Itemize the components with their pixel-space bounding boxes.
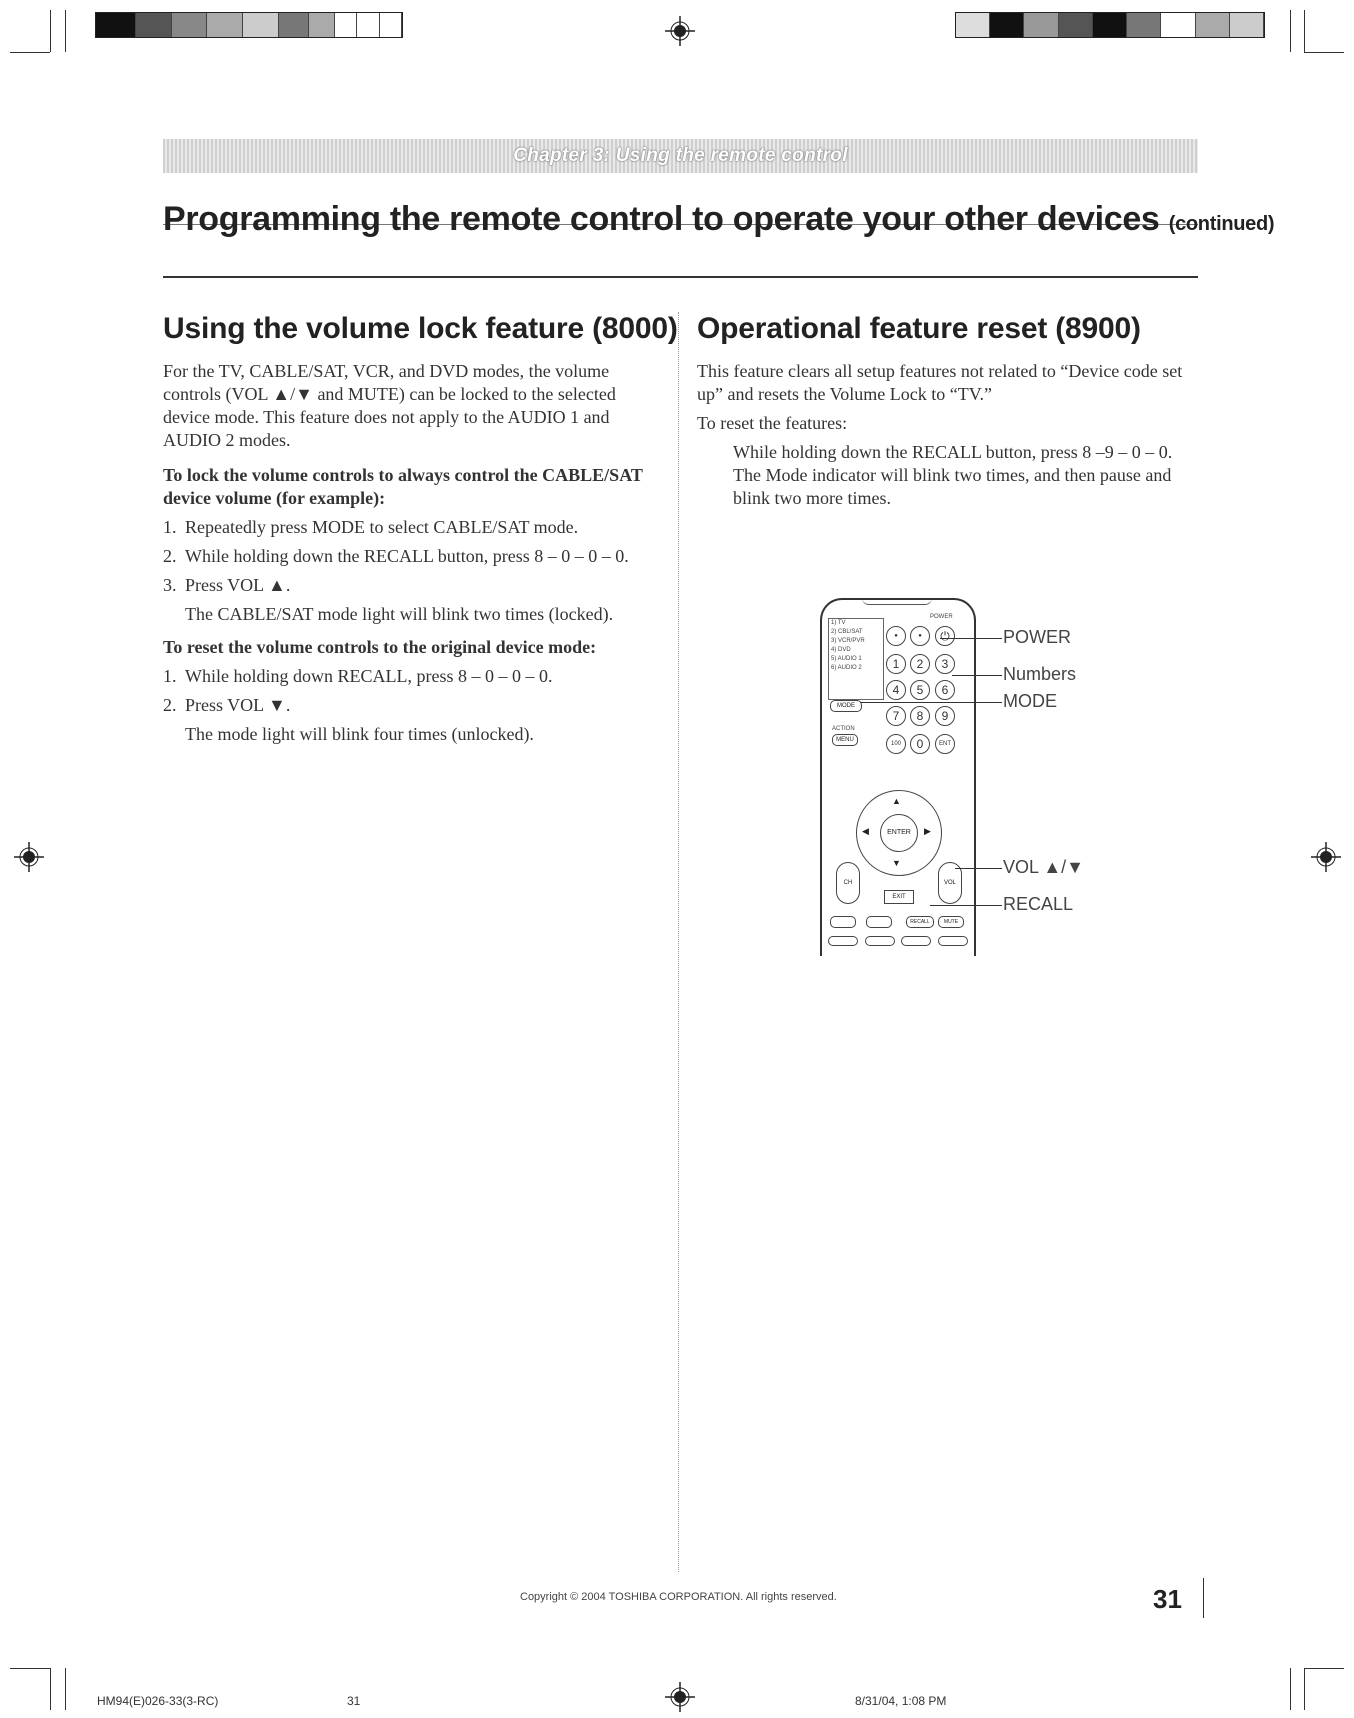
transport-button [866,916,892,928]
menu-button: MENU [832,734,858,746]
arrow-up-icon: ▲ [892,796,901,806]
mode-leader-line [860,702,1002,703]
sleep-button: ● [910,626,930,646]
enter-button: ENTER [880,814,918,852]
mode-callout: MODE [1003,691,1057,711]
chapter-band [163,139,1198,173]
feature-reset-section [697,312,1197,510]
volume-rocker: VOL [938,862,962,904]
slug-file: HM94(E)026-33(3-RC) [97,1694,219,1708]
exit-button: EXIT [884,890,914,904]
power-icon: ⏻ [935,626,955,646]
mute-button: MUTE [938,916,964,928]
title-bottom-rule [163,276,1198,278]
remote-control-illustration: 1) TV 2) CBL/SAT 3) VCR/PVR 4) DVD 5) AUDIO 1 6) AUDIO 2 POWER ● ● ⏻ 1 2 3 4 5 6 7 8 9 100 0 ENT MODE ACTION MENU ENTER ▲ ▼ ◀ ▶ CH VOL EXIT RECALL MUTE [820,598,976,956]
digit-button: 7 [886,706,906,726]
mode-indicator-list: 1) TV 2) CBL/SAT 3) VCR/PVR 4) DVD 5) AUDIO 1 6) AUDIO 2 [828,618,884,700]
page-title-suffix: (continued) [1168,213,1275,235]
digit-button: 2 [910,654,930,674]
reset-steps-list [163,665,659,717]
reset-note: The mode light will blink four times (unlocked). [185,724,534,744]
list-item: 2. Press VOL ▼. [163,695,291,715]
volume-lock-intro: For the TV, CABLE/SAT, VCR, and DVD modes, the volume controls (VOL ▲/▼ and MUTE) can be locked to the selected device mode. This feature does not apply to the AUDIO 1 and AUDIO 2 modes. [163,361,616,450]
registration-target-icon [14,842,44,872]
registration-target-icon [665,1682,695,1712]
vol-leader-line [955,868,1002,869]
numbers-leader-line [952,675,1002,676]
lock-note: The CABLE/SAT mode light will blink two times (locked). [185,604,614,624]
to-reset-label: To reset the features: [697,413,848,433]
copyright-notice: Copyright © 2004 TOSHIBA CORPORATION. All rights reserved. [520,1591,837,1603]
lock-steps-list [163,516,659,597]
recall-leader-line [930,905,1002,906]
digit-button: 9 [935,706,955,726]
digit-button: 100 [886,734,906,754]
digit-button: 3 [935,654,955,674]
digit-button: 0 [910,734,930,754]
transport-button [830,916,856,928]
list-item: 1. Repeatedly press MODE to select CABLE/SAT mode. [163,517,579,537]
digit-button: ENT [935,734,955,754]
arrow-left-icon: ◀ [862,826,869,836]
lock-subheading: To lock the volume controls to always control the CABLE/SAT device volume (for example): [163,465,643,508]
recall-button: RECALL [906,916,934,928]
list-item: 2. While holding down the RECALL button, press 8 – 0 – 0 – 0. [163,546,629,566]
page-title [163,200,1275,239]
slug-date: 8/31/04, 1:08 PM [855,1694,947,1708]
digit-button: 1 [886,654,906,674]
power-callout: POWER [1003,627,1072,647]
registration-target-icon [1311,842,1341,872]
color-registration-bar-right [955,12,1265,38]
numbers-callout: Numbers [1003,664,1077,684]
feature-reset-intro: This feature clears all setup features not related to “Device code set up” and resets the Volume Lock to “TV.” [697,361,1183,404]
column-divider [678,312,679,1572]
page-title-main: Programming the remote control to operate your other devices [163,200,1160,238]
power-leader-line [940,638,1002,639]
digit-button: 6 [935,680,955,700]
digit-button: 5 [910,680,930,700]
slug-page: 31 [347,1694,361,1708]
reset-instruction: While holding down the RECALL button, press 8 –9 – 0 – 0. The Mode indicator will blink two times, and then pause and blink two more times. [733,442,1173,508]
volume-lock-section [163,312,678,746]
vol-callout: VOL ▲/▼ [1003,857,1084,877]
volume-lock-heading: Using the volume lock feature (8000) [163,312,678,345]
list-item: 3. Press VOL ▲. [163,575,291,595]
mode-button: MODE [830,700,862,712]
recall-callout: RECALL [1003,894,1074,914]
reset-subheading: To reset the volume controls to the original device mode: [163,637,597,657]
arrow-right-icon: ▶ [924,826,931,836]
channel-rocker: CH [836,862,860,904]
transport-row [828,936,968,946]
page-number: 31 [1153,1584,1182,1614]
list-item: 1. While holding down RECALL, press 8 – 0 – 0 – 0. [163,666,553,686]
chapter-label: Chapter 3: Using the remote control [513,145,848,166]
tv-video-button: ● [886,626,906,646]
feature-reset-heading: Operational feature reset (8900) [697,312,1141,345]
color-registration-bar-left [95,12,403,38]
digit-button: 4 [886,680,906,700]
digit-button: 8 [910,706,930,726]
arrow-down-icon: ▼ [892,858,901,868]
registration-target-icon [665,16,695,46]
